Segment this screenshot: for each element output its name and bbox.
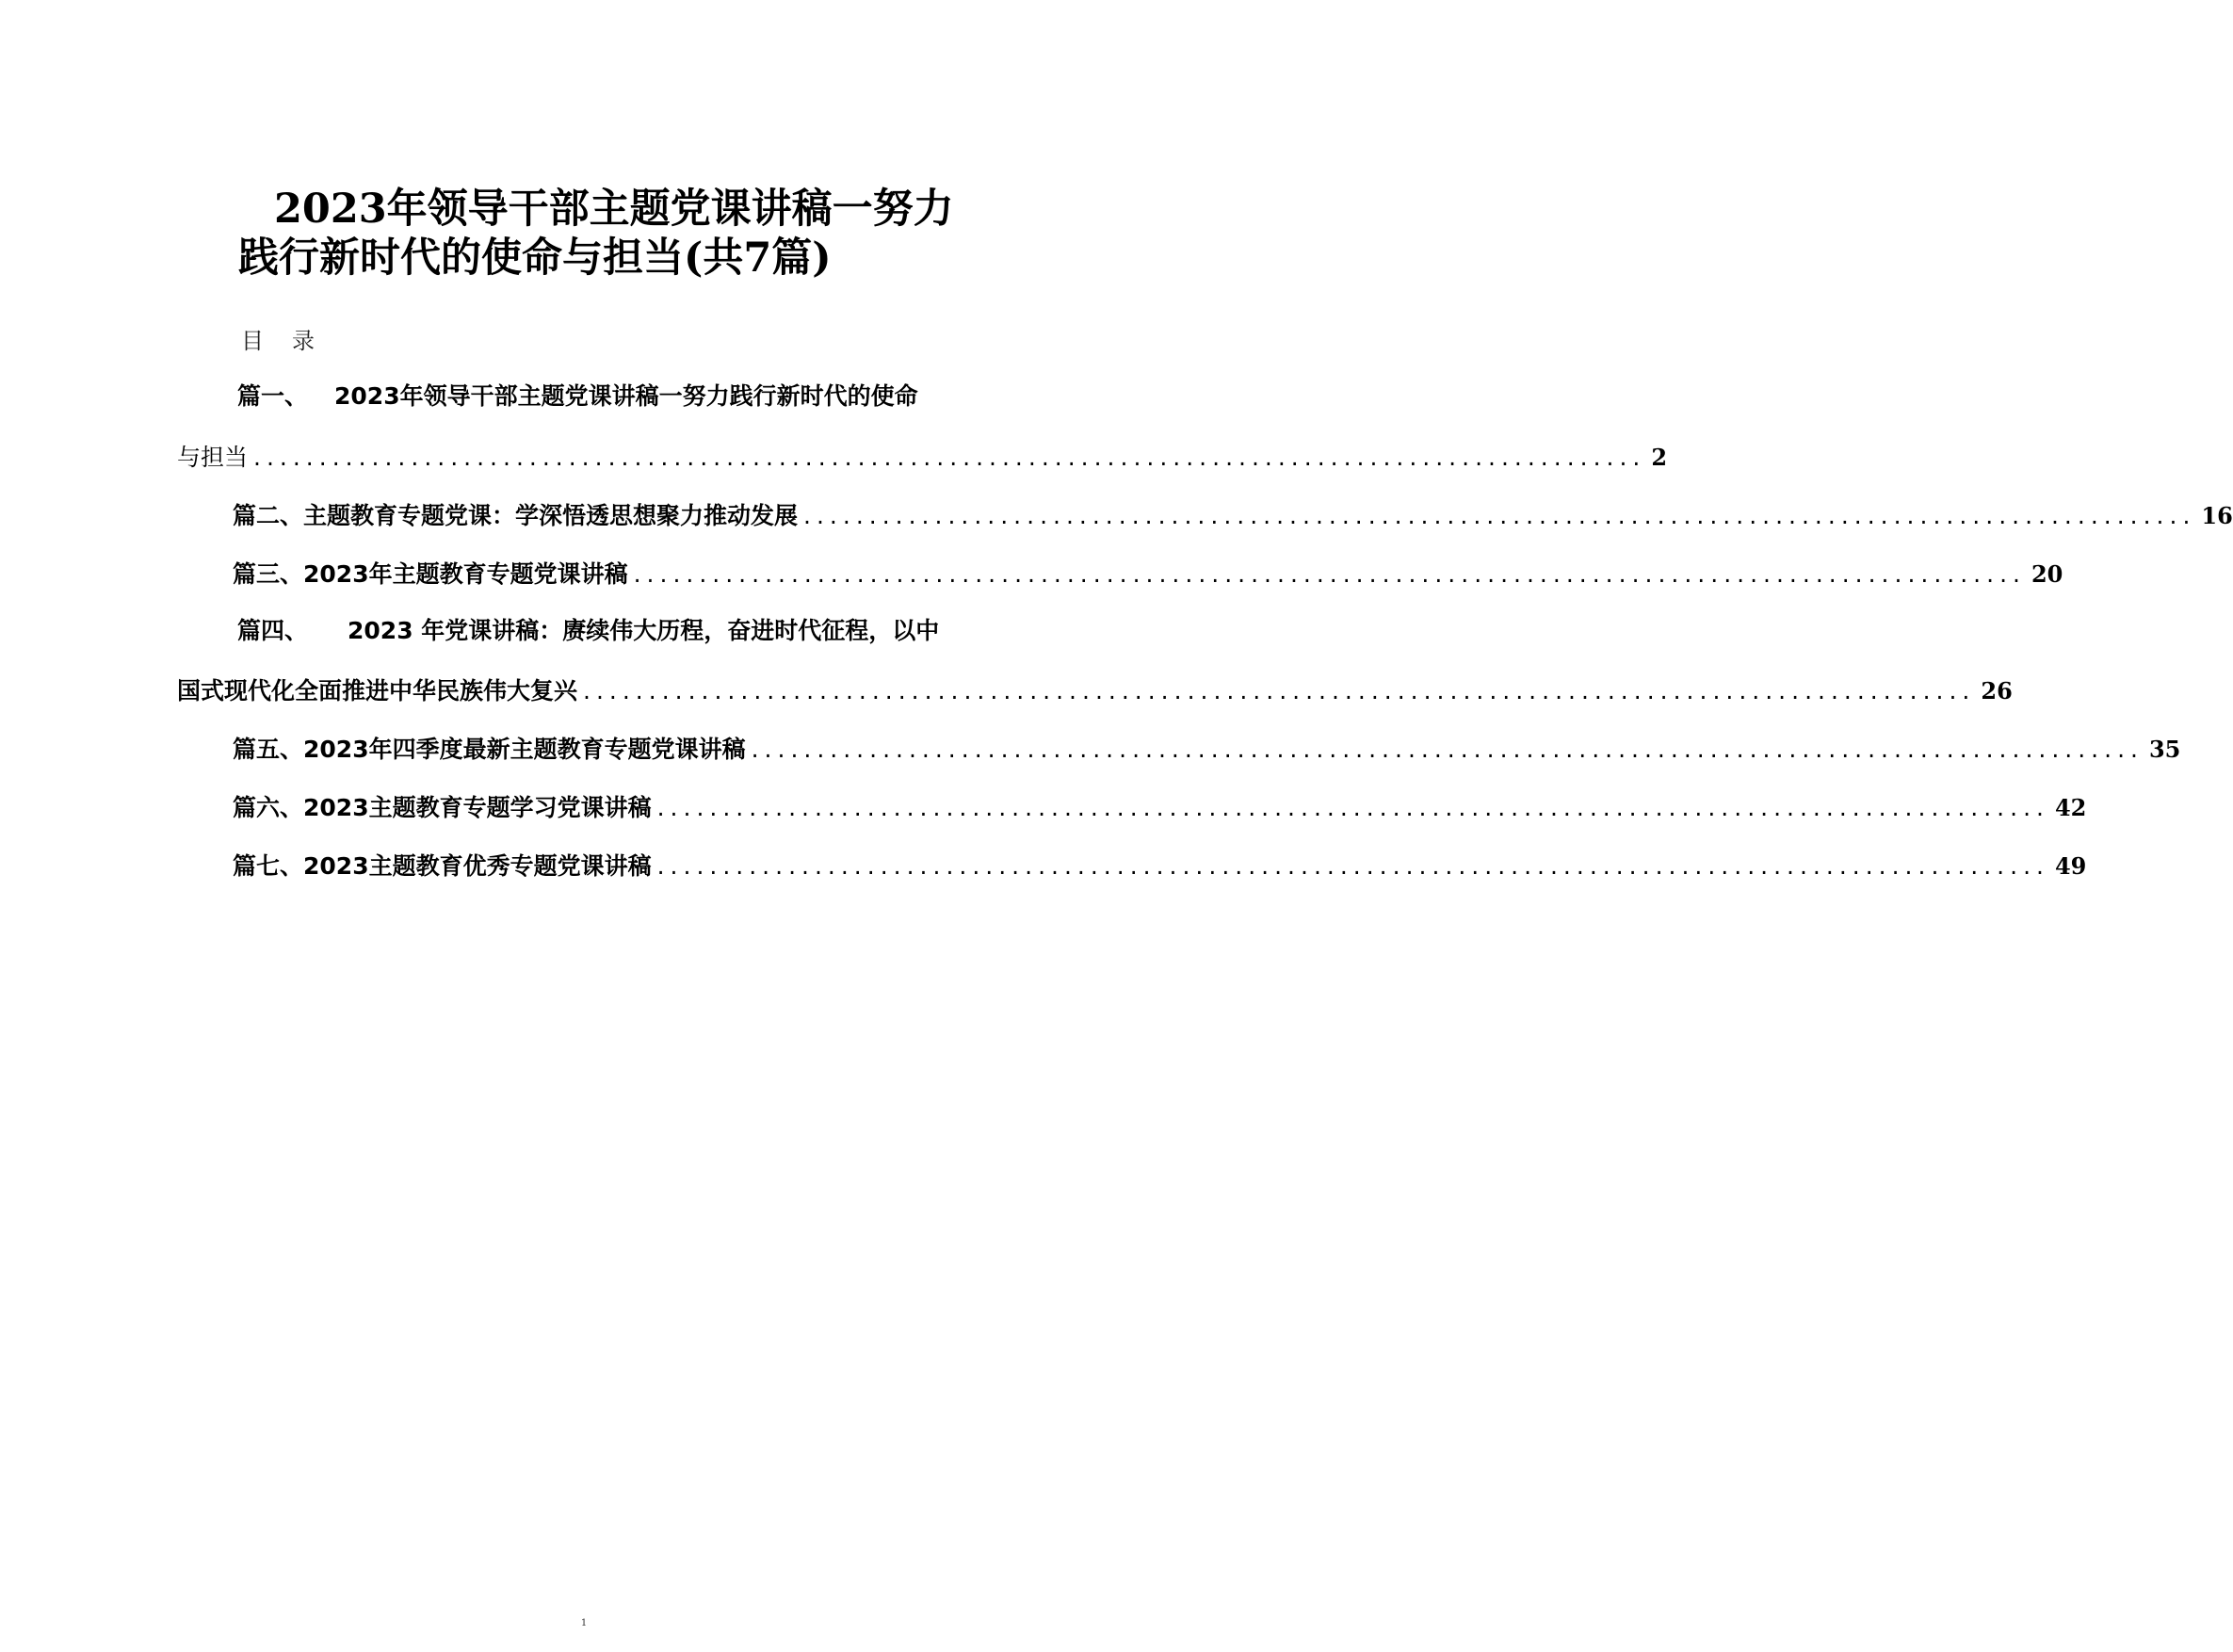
- toc-entry-title: 2023年主题教育专题党课讲稿: [303, 560, 628, 588]
- toc-entry-prefix: 篇二、: [233, 502, 304, 529]
- toc-entry-prefix: 篇四、: [237, 617, 309, 644]
- toc-leader-dots: ..........................................................................................................: [583, 677, 1976, 705]
- toc-entry-prefix: 篇五、: [233, 736, 304, 763]
- toc-entry-title: 2023主题教育优秀专题党课讲稿: [303, 852, 652, 880]
- toc-entry-1-line-1[interactable]: [237, 380, 981, 413]
- toc-entry-title: 2023主题教育专题学习党课讲稿: [303, 794, 652, 821]
- document-title-line-1: 2023年领导干部主题党课讲稿一努力: [274, 186, 954, 233]
- toc-entry-2[interactable]: [233, 499, 2233, 533]
- toc-entry-6[interactable]: [233, 791, 2087, 825]
- toc-heading: 目录: [241, 328, 343, 354]
- toc-entry-title: 2023年领导干部主题党课讲稿一努力践行新时代的使命: [334, 382, 918, 410]
- toc-entry-title-continued: 国式现代化全面推进中华民族伟大复兴: [177, 677, 578, 705]
- page-number-footer: 1: [580, 1618, 588, 1628]
- toc-entry-7[interactable]: [233, 850, 2087, 883]
- toc-leader-dots: ..........................................................................................................: [253, 444, 1646, 471]
- toc-entry-title: 2023年四季度最新主题教育专题党课讲稿: [303, 736, 746, 763]
- toc-entry-prefix: 篇七、: [233, 852, 304, 880]
- toc-entry-title: 2023 年党课讲稿：赓续伟大历程，奋进时代征程，以中: [348, 617, 940, 644]
- toc-entry-prefix: 篇三、: [233, 560, 304, 588]
- toc-leader-dots: ..........................................................................................................: [633, 560, 2026, 588]
- toc-leader-dots: ..........................................................................................................: [656, 852, 2049, 880]
- toc-page-number: 2: [1651, 444, 1668, 471]
- toc-entry-1-line-2[interactable]: [177, 441, 1668, 475]
- toc-page-number: 20: [2031, 560, 2063, 588]
- toc-page-number: 49: [2054, 852, 2087, 880]
- toc-leader-dots: ..........................................................................................................: [803, 502, 2196, 529]
- toc-page-number: 42: [2054, 794, 2087, 821]
- toc-entry-prefix: 篇六、: [233, 794, 304, 821]
- toc-page-number: 26: [1981, 677, 2013, 705]
- toc-entry-4-line-1[interactable]: [237, 614, 981, 648]
- toc-entry-4-line-2[interactable]: [177, 674, 2013, 708]
- toc-leader-dots: ..........................................................................................................: [656, 794, 2049, 821]
- toc-leader-dots: ..........................................................................................................: [751, 736, 2144, 763]
- toc-entry-title-continued: 与担当: [177, 444, 249, 471]
- toc-page-number: 16: [2201, 502, 2233, 529]
- toc-entry-3[interactable]: [233, 558, 2063, 591]
- toc-entry-title: 主题教育专题党课：学深悟透思想聚力推动发展: [303, 502, 799, 529]
- toc-entry-prefix: 篇一、: [237, 382, 309, 410]
- document-title-line-2: 践行新时代的使命与担当(共7篇): [238, 235, 832, 282]
- toc-page-number: 35: [2148, 736, 2181, 763]
- toc-entry-5[interactable]: [233, 733, 2181, 767]
